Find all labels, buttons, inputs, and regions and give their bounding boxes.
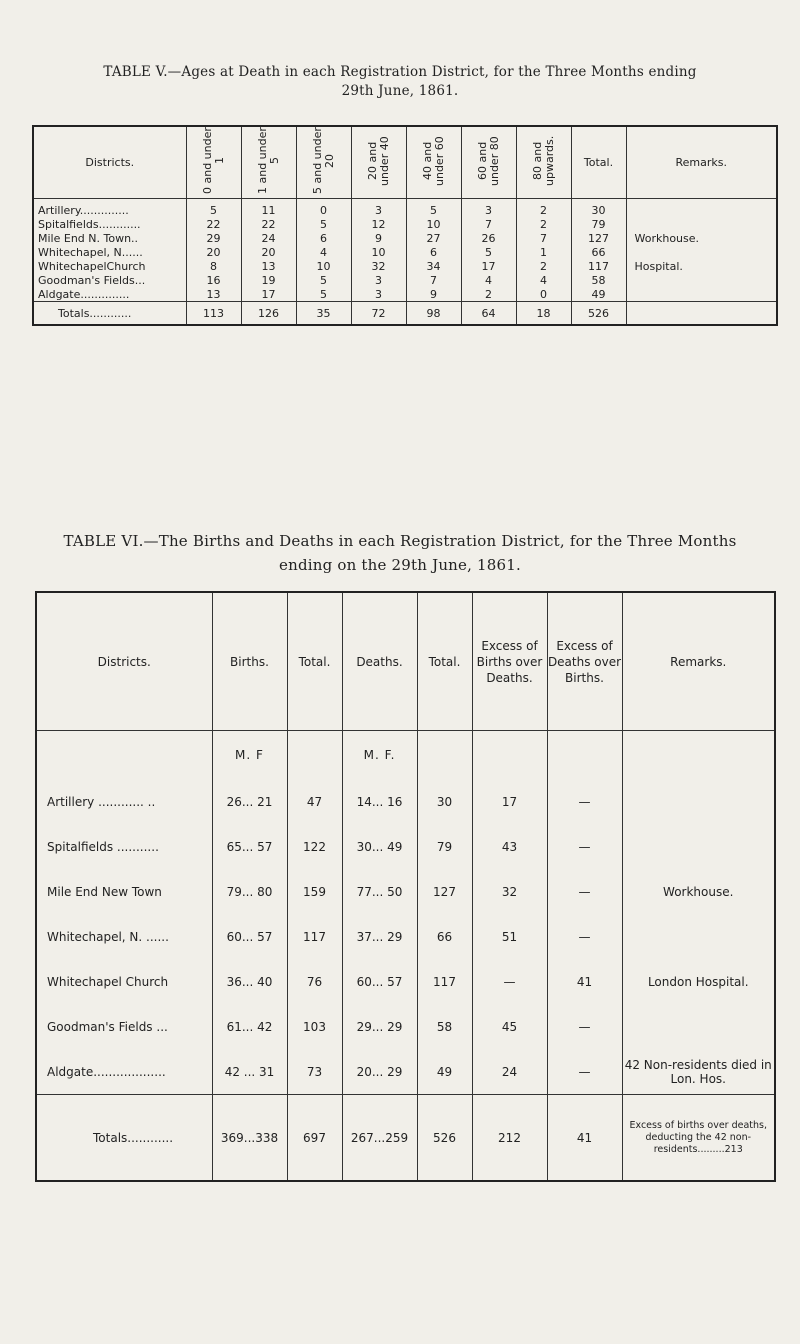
excess-deaths: 41 xyxy=(547,1095,622,1182)
age-count: 7 xyxy=(461,217,516,231)
totals-row xyxy=(36,1095,775,1182)
age-count: 7 xyxy=(516,231,571,245)
deaths-total: 30 xyxy=(417,779,472,824)
remarks: Excess of births over deaths, deducting the 42 non-residents.........213 xyxy=(622,1095,775,1182)
deaths-total: 66 xyxy=(417,914,472,959)
table5-header-age: 0 and under 1 xyxy=(186,126,241,199)
table-row xyxy=(33,273,777,287)
births: 60... 57 xyxy=(212,914,287,959)
deaths-total: 526 xyxy=(417,1095,472,1182)
district-name: Goodman's Fields... xyxy=(38,273,146,287)
excess-deaths: — xyxy=(547,1049,622,1095)
births-mf-label: M. F xyxy=(212,731,287,780)
age-count: 10 xyxy=(406,217,461,231)
table5-header-age: 1 and under 5 xyxy=(241,126,296,199)
age-count: 5 xyxy=(461,245,516,259)
excess-births: 17 xyxy=(472,779,547,824)
age-count: 10 xyxy=(296,259,351,273)
age-count: 9 xyxy=(406,287,461,302)
remarks xyxy=(626,217,777,231)
births-total: 117 xyxy=(287,914,342,959)
age-count: 2 xyxy=(516,217,571,231)
table5-header-age: 60 and under 80 xyxy=(461,126,516,199)
table6-births-deaths xyxy=(35,591,776,1182)
excess-deaths: — xyxy=(547,1004,622,1049)
deaths: 30... 49 xyxy=(342,824,417,869)
excess-births: 212 xyxy=(472,1095,547,1182)
deaths-mf-label: M. F. xyxy=(342,731,417,780)
age-count: 0 xyxy=(296,199,351,218)
remarks xyxy=(622,914,775,959)
remarks: Workhouse. xyxy=(622,869,775,914)
table5-header-row xyxy=(33,126,777,199)
excess-births: — xyxy=(472,959,547,1004)
age-count: 127 xyxy=(571,231,626,245)
births: 369...338 xyxy=(212,1095,287,1182)
age-count: 2 xyxy=(516,199,571,218)
births-total: 47 xyxy=(287,779,342,824)
age-count: 5 xyxy=(296,273,351,287)
age-count: 6 xyxy=(296,231,351,245)
births: 65... 57 xyxy=(212,824,287,869)
district-name: Spitalfields............ xyxy=(38,217,141,231)
table5-caption-line2: 29th June, 1861. xyxy=(341,83,459,99)
table-row xyxy=(36,779,775,824)
table5-header-age: 80 and upwards. xyxy=(516,126,571,199)
district-name: WhitechapelChurch xyxy=(38,259,146,273)
age-count: 6 xyxy=(406,245,461,259)
age-count: 19 xyxy=(241,273,296,287)
total-count: 98 xyxy=(406,302,461,326)
deaths: 77... 50 xyxy=(342,869,417,914)
total-count: 64 xyxy=(461,302,516,326)
total-count: 113 xyxy=(186,302,241,326)
deaths-total: 49 xyxy=(417,1049,472,1095)
table6-caption xyxy=(0,529,800,577)
district-name: Aldgate................... xyxy=(47,1064,166,1079)
age-count: 1 xyxy=(516,245,571,259)
table5-body xyxy=(33,199,777,326)
district-name: Mile End New Town xyxy=(47,884,162,899)
age-count: 16 xyxy=(186,273,241,287)
table-row xyxy=(33,231,777,245)
age-count: 7 xyxy=(406,273,461,287)
excess-births: 45 xyxy=(472,1004,547,1049)
table6-caption-line1: TABLE VI.—The Births and Deaths in each Registration District, for the Three Months xyxy=(63,532,737,550)
district-name: Mile End N. Town.. xyxy=(38,231,139,245)
table5-header-total: Total. xyxy=(571,126,626,199)
total-count: 35 xyxy=(296,302,351,326)
age-count: 13 xyxy=(241,259,296,273)
remarks xyxy=(626,302,777,326)
births-total: 76 xyxy=(287,959,342,1004)
table5-ages-at-death xyxy=(32,125,778,326)
district-name: Artillery.............. xyxy=(38,203,129,217)
age-count: 3 xyxy=(351,199,406,218)
excess-deaths: — xyxy=(547,914,622,959)
births-total: 73 xyxy=(287,1049,342,1095)
table-row xyxy=(33,245,777,259)
totals-row xyxy=(33,302,777,326)
totals-label: Totals............ xyxy=(33,302,186,326)
age-count: 22 xyxy=(186,217,241,231)
age-count: 26 xyxy=(461,231,516,245)
age-count: 4 xyxy=(296,245,351,259)
total-count: 72 xyxy=(351,302,406,326)
table6-header-row xyxy=(36,592,775,731)
age-count: 0 xyxy=(516,287,571,302)
district-name: Goodman's Fields ... xyxy=(47,1019,168,1034)
remarks xyxy=(626,245,777,259)
excess-births: 24 xyxy=(472,1049,547,1095)
table-row xyxy=(33,217,777,231)
table-row xyxy=(36,824,775,869)
table6-header-deaths-total: Total. xyxy=(417,592,472,731)
table-row xyxy=(36,869,775,914)
age-count: 20 xyxy=(241,245,296,259)
excess-deaths: — xyxy=(547,869,622,914)
age-count: 5 xyxy=(296,287,351,302)
remarks xyxy=(626,287,777,302)
age-count: 30 xyxy=(571,199,626,218)
remarks xyxy=(622,1004,775,1049)
remarks xyxy=(622,824,775,869)
district-name: Whitechapel, N. ...... xyxy=(47,929,169,944)
deaths: 20... 29 xyxy=(342,1049,417,1095)
table5-header-districts: Districts. xyxy=(33,126,186,199)
births: 26... 21 xyxy=(212,779,287,824)
age-count: 3 xyxy=(351,287,406,302)
total-count: 126 xyxy=(241,302,296,326)
table5-header-age: 5 and under 20 xyxy=(296,126,351,199)
births: 61... 42 xyxy=(212,1004,287,1049)
age-count: 2 xyxy=(516,259,571,273)
age-count: 49 xyxy=(571,287,626,302)
table5-header-age: 40 and under 60 xyxy=(406,126,461,199)
age-count: 12 xyxy=(351,217,406,231)
deaths-total: 117 xyxy=(417,959,472,1004)
remarks: 42 Non-residents died in Lon. Hos. xyxy=(622,1049,775,1095)
age-count: 34 xyxy=(406,259,461,273)
age-count: 29 xyxy=(186,231,241,245)
district-name: Spitalfields ........... xyxy=(47,839,159,854)
table6-header-deaths: Deaths. xyxy=(342,592,417,731)
excess-births: 32 xyxy=(472,869,547,914)
table6-mf-row xyxy=(36,731,775,780)
table-row xyxy=(33,259,777,273)
excess-deaths: — xyxy=(547,824,622,869)
age-count: 20 xyxy=(186,245,241,259)
remarks xyxy=(626,199,777,218)
age-count: 11 xyxy=(241,199,296,218)
table-row xyxy=(36,1049,775,1095)
age-count: 5 xyxy=(186,199,241,218)
table-row xyxy=(36,914,775,959)
age-count: 79 xyxy=(571,217,626,231)
deaths-total: 127 xyxy=(417,869,472,914)
age-count: 10 xyxy=(351,245,406,259)
births: 36... 40 xyxy=(212,959,287,1004)
deaths-total: 58 xyxy=(417,1004,472,1049)
excess-deaths: 41 xyxy=(547,959,622,1004)
district-name: Aldgate.............. xyxy=(38,287,130,301)
age-count: 117 xyxy=(571,259,626,273)
remarks: Workhouse. xyxy=(626,231,777,245)
table-row xyxy=(36,959,775,1004)
table5-caption-line1: TABLE V.—Ages at Death in each Registration District, for the Three Months ending xyxy=(103,64,697,80)
deaths: 14... 16 xyxy=(342,779,417,824)
age-count: 4 xyxy=(516,273,571,287)
table6-caption-line2: ending on the 29th June, 1861. xyxy=(279,556,521,574)
age-count: 58 xyxy=(571,273,626,287)
age-count: 27 xyxy=(406,231,461,245)
remarks xyxy=(622,779,775,824)
table5-header-remarks: Remarks. xyxy=(626,126,777,199)
district-name: Whitechapel, N...... xyxy=(38,245,143,259)
age-count: 9 xyxy=(351,231,406,245)
totals-label: Totals............ xyxy=(36,1095,212,1182)
table-row xyxy=(33,199,777,218)
table6-header-remarks: Remarks. xyxy=(622,592,775,731)
district-name: Whitechapel Church xyxy=(47,974,169,989)
deaths: 60... 57 xyxy=(342,959,417,1004)
age-count: 3 xyxy=(351,273,406,287)
age-count: 66 xyxy=(571,245,626,259)
births-total: 159 xyxy=(287,869,342,914)
table6-body xyxy=(36,731,775,1182)
age-count: 4 xyxy=(461,273,516,287)
table6-header-excess-deaths: Excess of Deaths over Births. xyxy=(547,592,622,731)
excess-births: 51 xyxy=(472,914,547,959)
births-total: 122 xyxy=(287,824,342,869)
births: 42 ... 31 xyxy=(212,1049,287,1095)
remarks: Hospital. xyxy=(626,259,777,273)
age-count: 2 xyxy=(461,287,516,302)
table6-header-excess-births: Excess of Births over Deaths. xyxy=(472,592,547,731)
total-count: 526 xyxy=(571,302,626,326)
excess-births: 43 xyxy=(472,824,547,869)
births-total: 697 xyxy=(287,1095,342,1182)
total-count: 18 xyxy=(516,302,571,326)
deaths: 37... 29 xyxy=(342,914,417,959)
age-count: 22 xyxy=(241,217,296,231)
age-count: 32 xyxy=(351,259,406,273)
table6-header-districts: Districts. xyxy=(36,592,212,731)
deaths-total: 79 xyxy=(417,824,472,869)
births: 79... 80 xyxy=(212,869,287,914)
table5-header-age: 20 and under 40 xyxy=(351,126,406,199)
age-count: 8 xyxy=(186,259,241,273)
age-count: 5 xyxy=(296,217,351,231)
table-row xyxy=(36,1004,775,1049)
remarks xyxy=(626,273,777,287)
deaths: 29... 29 xyxy=(342,1004,417,1049)
table6-header-births-total: Total. xyxy=(287,592,342,731)
table-row xyxy=(33,287,777,302)
age-count: 17 xyxy=(241,287,296,302)
births-total: 103 xyxy=(287,1004,342,1049)
table5-caption xyxy=(0,63,800,101)
excess-deaths: — xyxy=(547,779,622,824)
age-count: 17 xyxy=(461,259,516,273)
age-count: 24 xyxy=(241,231,296,245)
age-count: 3 xyxy=(461,199,516,218)
remarks: London Hospital. xyxy=(622,959,775,1004)
deaths: 267...259 xyxy=(342,1095,417,1182)
age-count: 5 xyxy=(406,199,461,218)
age-count: 13 xyxy=(186,287,241,302)
district-name: Artillery ............ .. xyxy=(47,794,156,809)
table6-header-births: Births. xyxy=(212,592,287,731)
